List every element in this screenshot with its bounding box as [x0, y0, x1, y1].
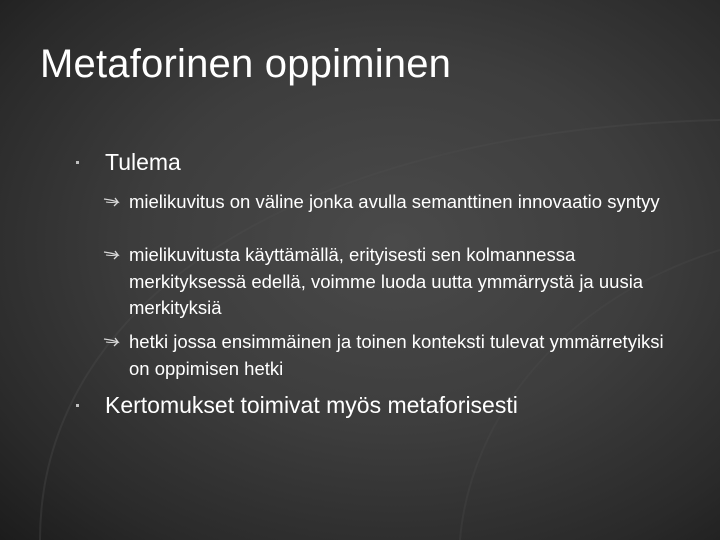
sub-bullet-item	[103, 329, 683, 382]
square-bullet-icon	[76, 161, 79, 164]
sub-bullet-text: mielikuvitusta käyttämällä, erityisesti sen kolmannessa merkityksessä edellä, voimme luoda uutta ymmärrystä ja uusia merkityksiä	[129, 244, 644, 318]
arrow-bullet-icon	[103, 249, 125, 261]
sub-bullet-text: mielikuvitus on väline jonka avulla semanttinen innovaatio syntyy	[129, 191, 660, 212]
arrow-bullet-icon	[103, 196, 125, 208]
slide-title: Metaforinen oppiminen	[40, 42, 452, 86]
bullet-label: Tulema	[105, 149, 181, 175]
sub-bullet-text: hetki jossa ensimmäinen ja toinen konteksti tulevat ymmärretyiksi on oppimisen hetki	[129, 331, 664, 379]
sub-bullet-item	[103, 242, 683, 322]
bullet-label: Kertomukset toimivat myös metaforisesti	[105, 392, 518, 418]
arrow-bullet-icon	[103, 336, 125, 348]
square-bullet-icon	[76, 404, 79, 407]
sub-bullet-item	[103, 189, 683, 216]
